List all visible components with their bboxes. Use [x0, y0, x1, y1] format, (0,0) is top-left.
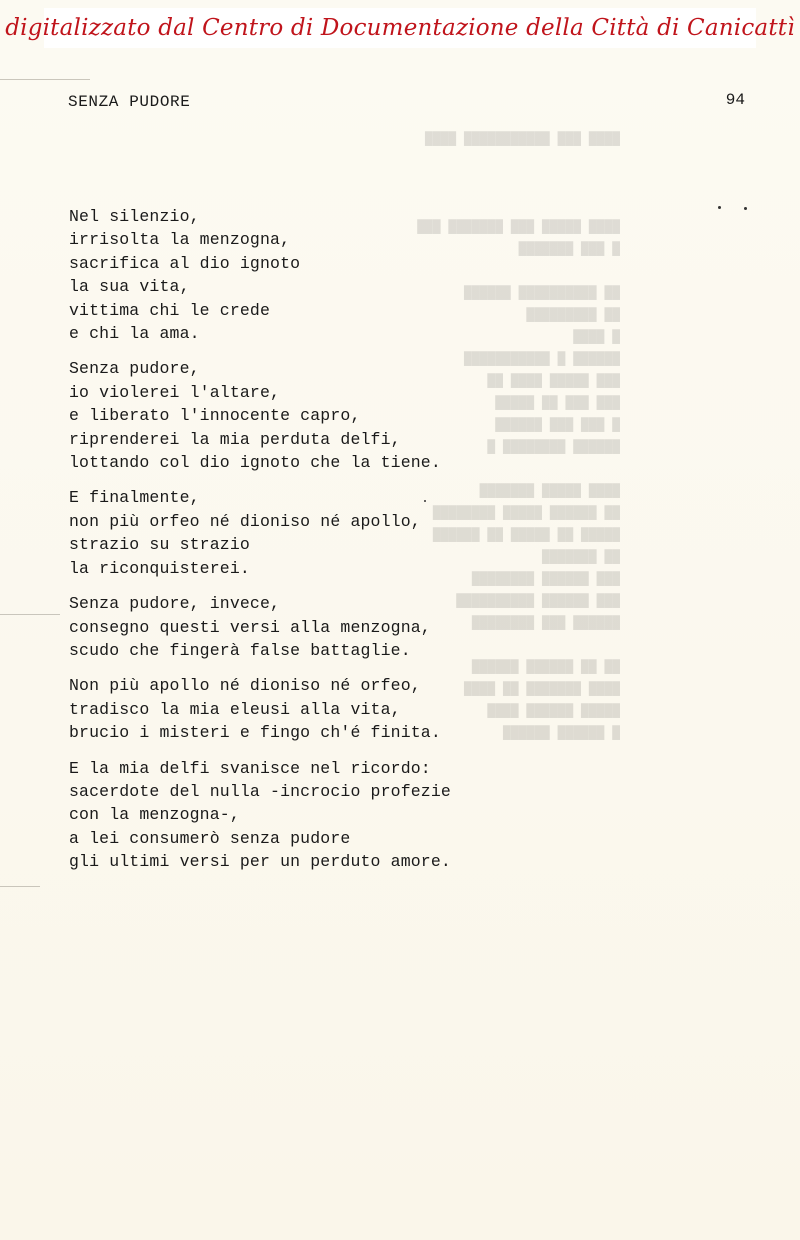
poem-line: non più orfeo né dioniso né apollo, — [69, 511, 421, 531]
page-number: 94 — [725, 91, 745, 109]
poem-line: sacrifica al dio ignoto — [69, 253, 301, 273]
poem-line: gli ultimi versi per un perduto amore. — [69, 852, 451, 872]
stanza — [69, 757, 669, 874]
paper-crease — [0, 79, 90, 80]
poem-line: E la mia delfi svanisce nel ricordo: — [69, 758, 431, 778]
page-header — [68, 93, 748, 115]
show-through-texture: ████ ███ ███████████ ████ ████ █████ ███ ███████ ███ █ ███ ███████ ██ ██████████ ██████ ██ █████████ █ ████ ██████ █ ███████████ ███ █████ ████ ██ ███ ███ ██ █████ █ ███ ███ ██████ ██████ ████████ █ ████ █████ ███████ ██ ██████ █████ ████████ █████ ██ █████ ██ ██████ ██ ███████ ███ ██████ ████████ ███ ██████ ██████████ ██████ ███ ████████ ██ ██ ██████ ██████ ████ ███████ ██ ████ █████ ██████ ████ █ ██████ ██████ — [417, 131, 620, 740]
stanza — [69, 357, 669, 474]
poem-line: E finalmente, — [69, 488, 200, 508]
poem-line: io violerei l'altare, — [69, 382, 281, 402]
dust-speck — [744, 207, 747, 210]
poem-line: scudo che fingerà false battaglie. — [69, 640, 411, 660]
stanza — [69, 674, 669, 744]
poem-line: la riconquisterei. — [69, 558, 250, 578]
stanza — [69, 205, 669, 345]
watermark-text: digitalizzato dal Centro di Documentazione della Città di Canicattì — [5, 15, 795, 41]
poem-line: e liberato l'innocente capro, — [69, 406, 361, 426]
watermark-banner — [5, 8, 795, 48]
poem-line: e chi la ama. — [69, 324, 200, 344]
poem-line: consegno questi versi alla menzogna, — [69, 617, 431, 637]
poem-line: tradisco la mia eleusi alla vita, — [69, 699, 401, 719]
poem-body — [69, 205, 669, 886]
poem-line: Senza pudore, — [69, 359, 200, 379]
poem-line: strazio su strazio — [69, 535, 250, 555]
poem-line: irrisolta la menzogna, — [69, 230, 291, 250]
poem-line: con la menzogna-, — [69, 805, 240, 825]
poem-line: la sua vita, — [69, 277, 190, 297]
poem-line: sacerdote del nulla -incrocio profezie — [69, 781, 451, 801]
poem-line: Non più apollo né dioniso né orfeo, — [69, 676, 421, 696]
stanza — [69, 486, 669, 580]
poem-line: a lei consumerò senza pudore — [69, 828, 351, 848]
paper-crease — [0, 614, 60, 615]
poem-line: Senza pudore, invece, — [69, 594, 281, 614]
poem-line: vittima chi le crede — [69, 300, 271, 320]
poem-line: riprenderei la mia perduta delfi, — [69, 429, 401, 449]
stanza — [69, 592, 669, 662]
dust-speck — [718, 206, 721, 209]
poem-title: SENZA PUDORE — [68, 93, 191, 111]
dust-speck — [424, 500, 426, 502]
poem-line: Nel silenzio, — [69, 207, 200, 226]
paper-crease — [0, 886, 40, 887]
poem-line: brucio i misteri e fingo ch'é finita. — [69, 723, 441, 743]
poem-line: lottando col dio ignoto che la tiene. — [69, 453, 441, 473]
